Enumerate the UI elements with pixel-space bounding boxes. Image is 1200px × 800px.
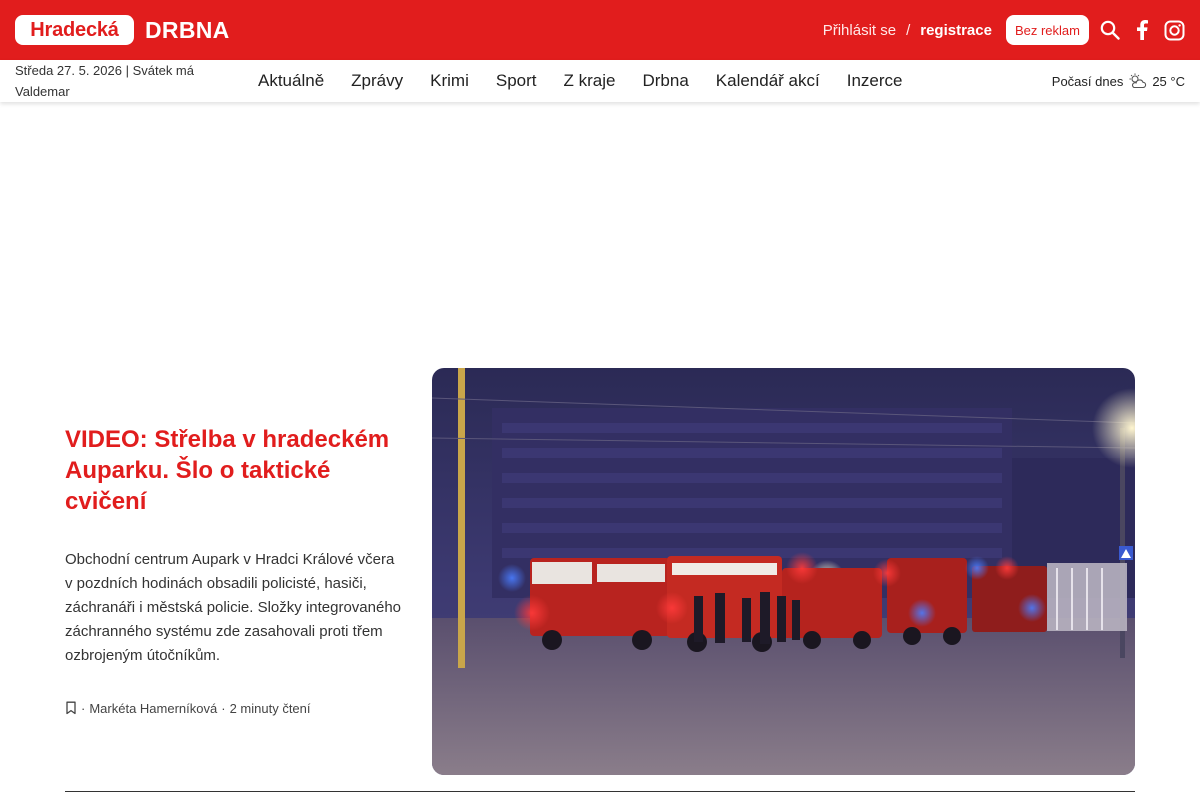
weather-label: Počasí dnes	[1051, 73, 1124, 89]
section-divider	[65, 791, 1135, 792]
article-author[interactable]: Markéta Hamerníková	[89, 700, 218, 716]
article-read-time: 2 minuty čtení	[229, 700, 311, 716]
meta-separator: ·	[81, 700, 86, 716]
nav-item-drbna[interactable]: Drbna	[642, 71, 689, 90]
nav-item-zpravy[interactable]: Zprávy	[351, 71, 404, 90]
search-icon[interactable]	[1099, 19, 1121, 41]
nav-item-sport[interactable]: Sport	[495, 71, 537, 90]
article-title[interactable]: VIDEO: Střelba v hradeckém Auparku. Šlo o taktické cvičení	[65, 426, 390, 515]
facebook-icon[interactable]	[1131, 19, 1153, 41]
instagram-icon[interactable]	[1163, 19, 1185, 41]
nav-item-inzerce[interactable]: Inzerce	[846, 71, 903, 90]
login-link[interactable]: Přihlásit se	[822, 21, 897, 39]
article-hero-image[interactable]	[432, 368, 1135, 775]
register-link[interactable]: registrace	[920, 21, 992, 39]
date-nameday: Středa 27. 5. 2026 | Svátek má Valdemar	[15, 63, 194, 99]
no-ads-button[interactable]: Bez reklam	[1006, 15, 1089, 45]
nav-item-kalendar-akci[interactable]: Kalendář akcí	[715, 71, 820, 90]
article-meta	[65, 699, 311, 717]
weather-temp: 25 °C	[1152, 73, 1185, 89]
top-header	[0, 0, 1200, 60]
site-logo[interactable]	[15, 15, 230, 45]
login-separator: /	[906, 21, 911, 39]
nav-item-aktualne[interactable]: Aktuálně	[258, 71, 325, 90]
nav-item-krimi[interactable]: Krimi	[430, 71, 469, 90]
weather-widget[interactable]	[1052, 60, 1185, 102]
logo-pill: Hradecká	[15, 15, 134, 45]
bookmark-icon[interactable]	[65, 701, 77, 715]
nav-item-z-kraje[interactable]: Z kraje	[563, 71, 616, 90]
header-actions	[823, 0, 1185, 60]
article-perex: Obchodní centrum Aupark v Hradci Králové včera v pozdních hodinách obsadili policisté, hasiči, záchranáři i městská policie. Složky integrovaného záchranného systému zde zasahovali proti třem ozbrojeným útočníkům.	[65, 551, 401, 664]
main-navbar	[0, 60, 1200, 102]
meta-separator: ·	[221, 700, 226, 716]
partly-sunny-icon	[1127, 73, 1147, 89]
logo-text: DRBNA	[145, 16, 230, 43]
main-nav	[258, 60, 929, 102]
